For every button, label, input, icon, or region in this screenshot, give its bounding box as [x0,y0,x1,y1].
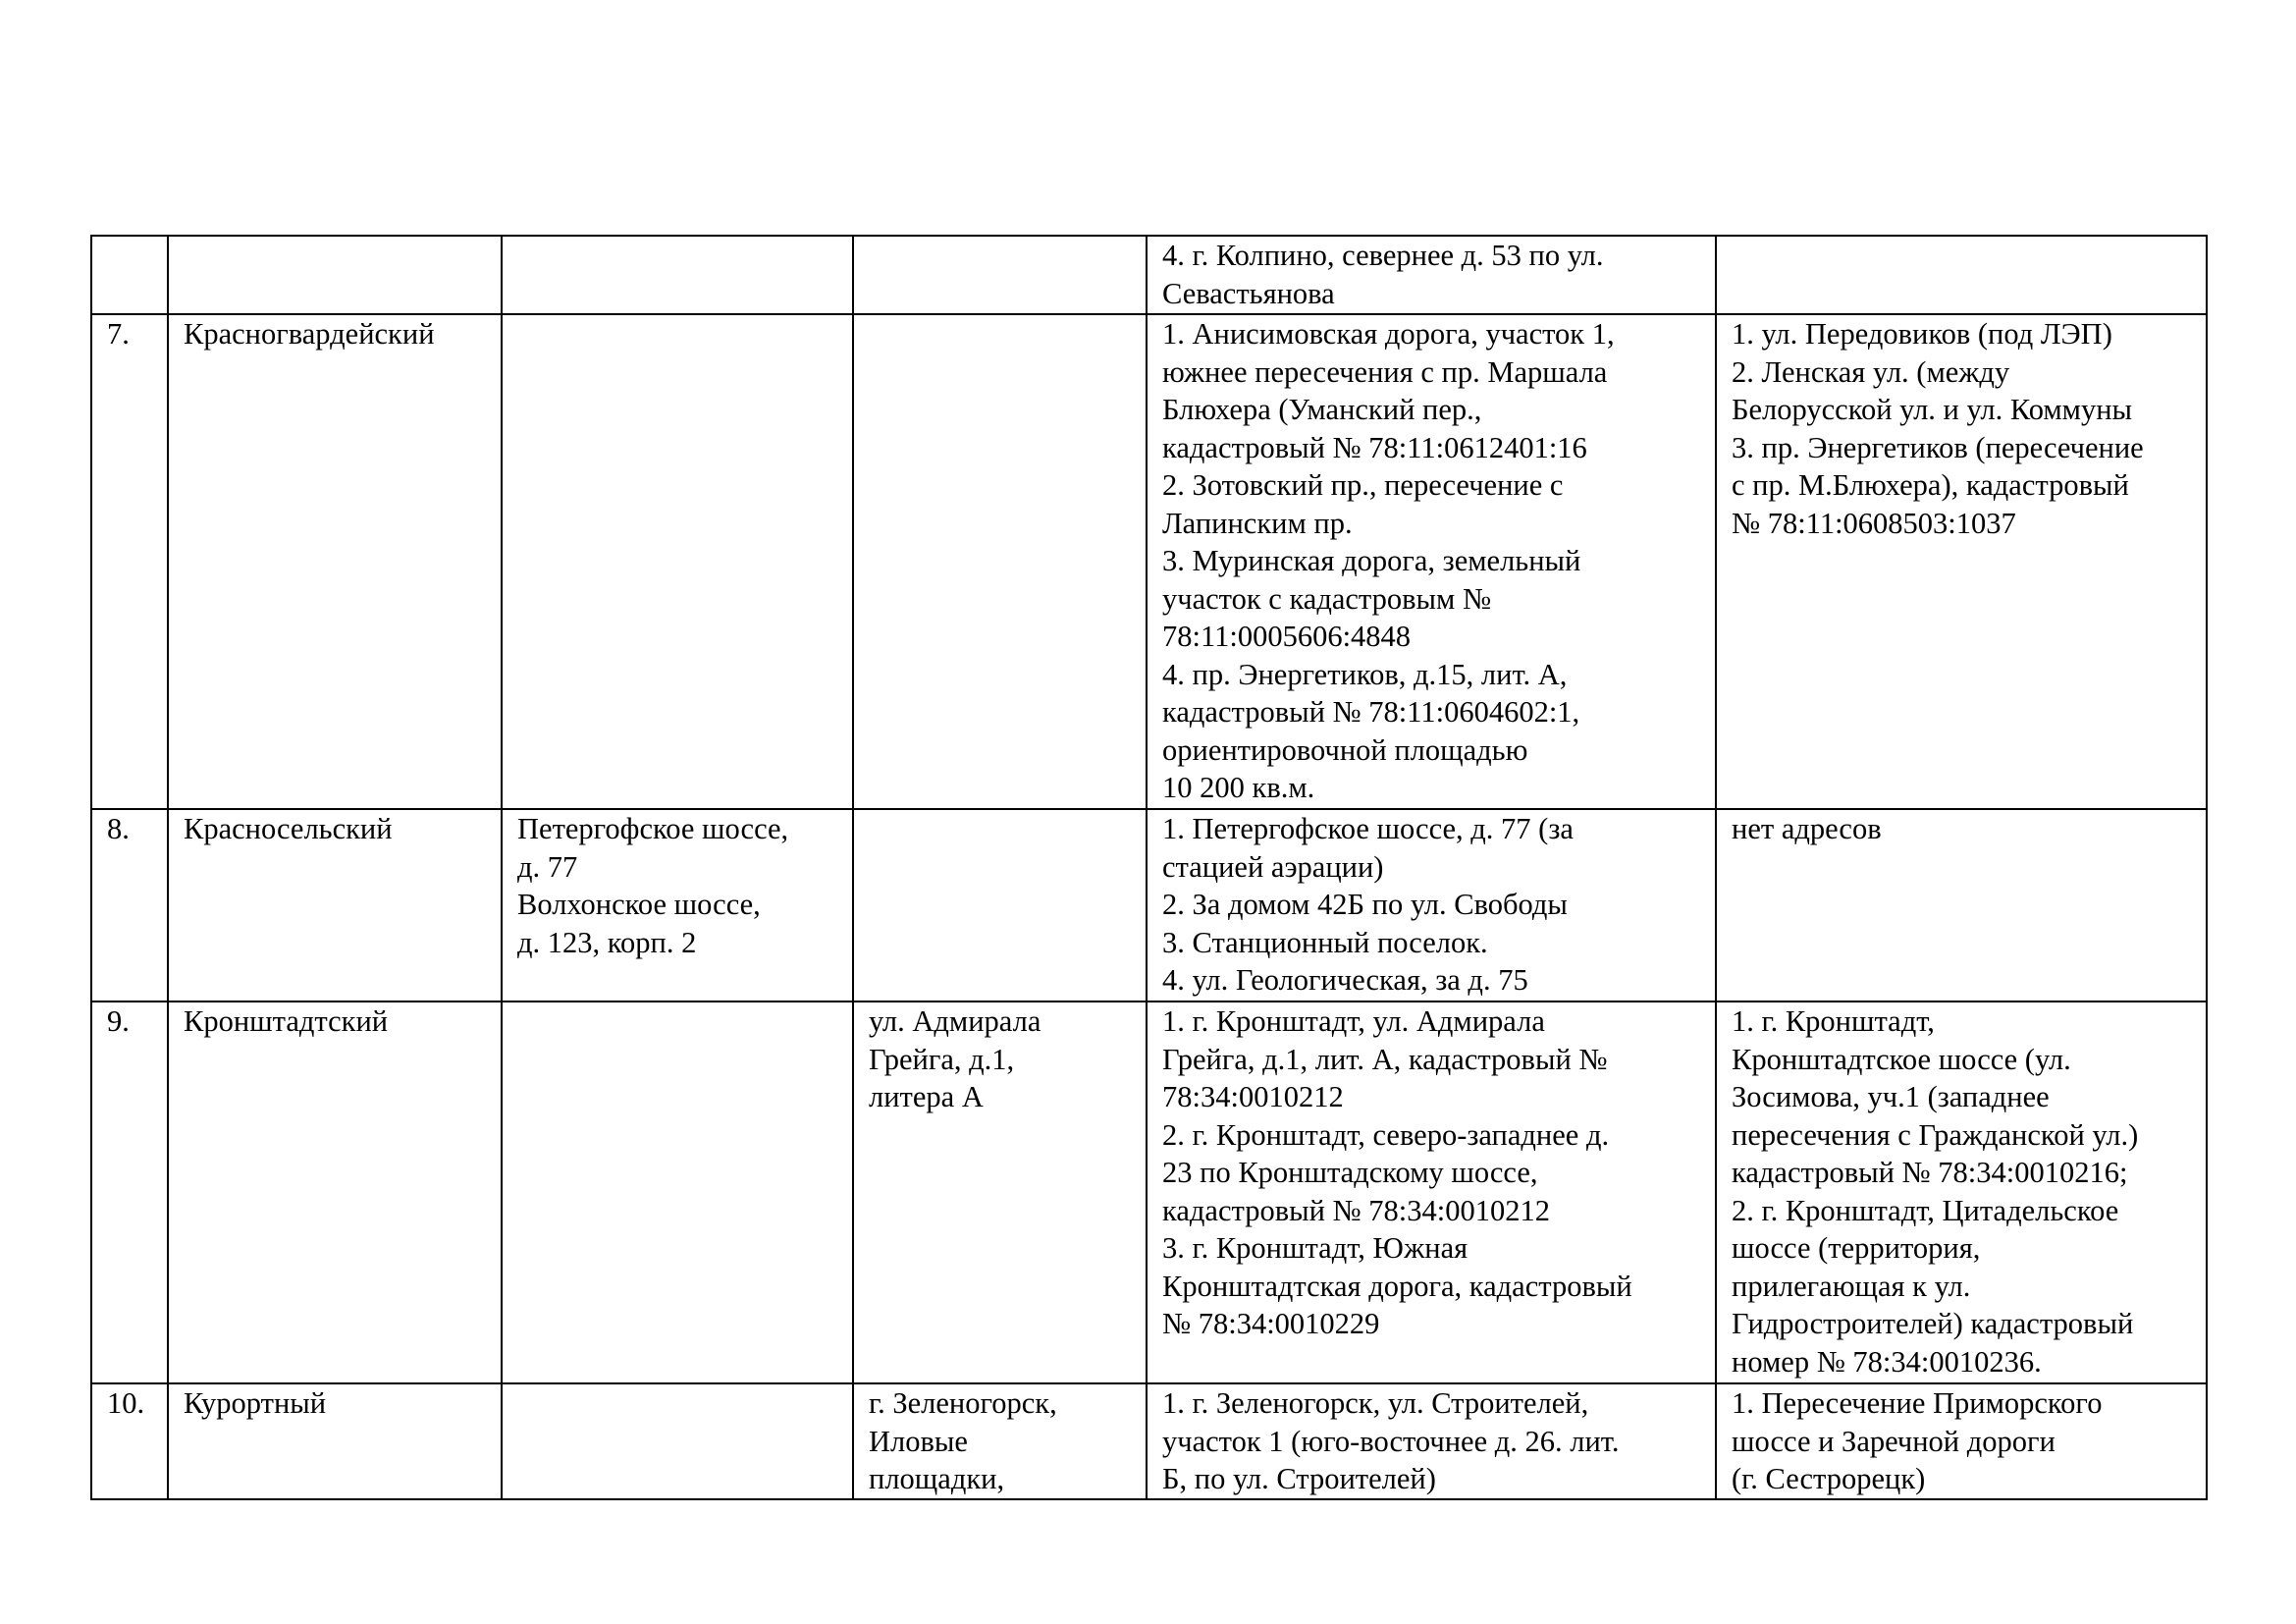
cell-text-line: (г. Сестрорецк) [1732,1462,1926,1495]
cell-text-line: Петергофское шоссе, [517,812,789,845]
cell-text-line: 1. Анисимовская дорога, участок 1, [1162,317,1615,351]
cell-text-line: 2. За домом 42Б по ул. Свободы [1162,888,1568,921]
column-4-cell [853,314,1147,809]
cell-text-line: ул. Адмирала [869,1004,1041,1038]
cell-text-line: ориентировочной площадью [1162,732,1528,767]
cell-text-line: 1. г. Зеленогорск, ул. Строителей, [1162,1386,1589,1420]
district-cell [168,1383,502,1499]
cell-text-line: Лапинским пр. [1162,506,1353,540]
cell-text-line: Кронштадтская дорога, кадастровый [1162,1269,1632,1303]
cell-text-line: Зосимова, уч.1 (западнее [1732,1080,2050,1113]
cell-text-line: 7. [107,317,130,351]
cell-text-line: № 78:11:0608503:1037 [1732,506,2016,540]
district-cell [168,1001,502,1383]
column-4-cell [853,1001,1147,1383]
cell-text-line: площадки, [869,1462,1005,1495]
cell-text-line: Севастьянова [1162,276,1335,310]
table-row [91,1001,2207,1383]
cell-text-line: прилегающая к ул. [1732,1269,1971,1303]
cell-text-line: 4. пр. Энергетиков, д.15, лит. А, [1162,657,1568,691]
alternative-addresses-cell [1716,236,2207,314]
address-table [90,235,2208,1500]
table-row [91,314,2207,809]
cell-text-line: Красногвардейский [184,317,435,351]
cell-text-line: Кронштадтский [184,1004,389,1038]
alternative-addresses-cell [1716,1383,2207,1499]
column-3-cell [502,314,853,809]
cell-text-line: номер № 78:34:0010236. [1732,1344,2042,1379]
sites-cell [1147,1001,1716,1383]
cell-text-line: кадастровый № 78:34:0010212 [1162,1193,1550,1227]
cell-text-line: Белорусской ул. и ул. Коммуны [1732,393,2133,426]
row-number-cell [91,1383,168,1499]
table-row [91,236,2207,314]
alternative-addresses-cell [1716,1001,2207,1383]
table-row [91,809,2207,1001]
cell-text-line: 2. г. Кронштадт, северо-западнее д. [1162,1117,1610,1152]
district-cell [168,236,502,314]
cell-text-line: Волхонское шоссе, [517,888,761,921]
cell-text-line: 3. г. Кронштадт, Южная [1162,1231,1468,1265]
cell-text-line: 2. Зотовский пр., пересечение с [1162,468,1564,502]
cell-text-line: 1. Пересечение Приморского [1732,1386,2103,1420]
cell-text-line: 8. [107,812,130,845]
cell-text-line: 3. пр. Энергетиков (пересечение [1732,430,2144,464]
cell-text-line: пересечения с Гражданской ул.) [1732,1117,2139,1152]
cell-text-line: 3. Муринская дорога, земельный [1162,544,1581,577]
cell-text-line: 1. ул. Передовиков (под ЛЭП) [1732,317,2112,351]
cell-text-line: кадастровый № 78:34:0010216; [1732,1156,2128,1189]
cell-text-line: 1. Петергофское шоссе, д. 77 (за [1162,812,1574,845]
table-row [91,1383,2207,1499]
cell-text-line: шоссе и Заречной дороги [1732,1424,2056,1458]
row-number-cell [91,236,168,314]
cell-text-line: кадастровый № 78:11:0604602:1, [1162,695,1580,729]
cell-text-line: г. Зеленогорск, [869,1386,1057,1420]
column-3-cell [502,1001,853,1383]
cell-text-line: Иловые [869,1424,968,1458]
cell-text-line: 2. г. Кронштадт, Цитадельское [1732,1193,2119,1227]
column-4-cell [853,1383,1147,1499]
cell-text-line: Грейга, д.1, [869,1042,1015,1076]
cell-text-line: литера А [869,1080,984,1113]
cell-text-line: 78:11:0005606:4848 [1162,620,1412,653]
cell-text-line: Гидростроителей) кадастровый [1732,1307,2134,1340]
cell-text-line: 78:34:0010212 [1162,1080,1344,1113]
sites-cell [1147,1383,1716,1499]
cell-text-line: Курортный [184,1386,327,1420]
district-cell [168,809,502,1001]
cell-text-line: Кронштадтское шоссе (ул. [1732,1042,2071,1076]
district-cell [168,314,502,809]
cell-text-line: Блюхера (Уманский пер., [1162,393,1482,426]
column-4-cell [853,809,1147,1001]
cell-text-line: 4. ул. Геологическая, за д. 75 [1162,963,1528,997]
sites-cell [1147,314,1716,809]
cell-text-line: 10. [107,1386,145,1420]
cell-text-line: участок 1 (юго-восточнее д. 26. лит. [1162,1424,1620,1458]
cell-text-line: 23 по Кронштадскому шоссе, [1162,1156,1538,1189]
cell-text-line: шоссе (территория, [1732,1231,1981,1265]
cell-text-line: 4. г. Колпино, севернее д. 53 по ул. [1162,239,1604,272]
cell-text-line: южнее пересечения с пр. Маршала [1162,354,1608,389]
cell-text-line: Грейга, д.1, лит. А, кадастровый № [1162,1042,1608,1076]
cell-text-line: 1. г. Кронштадт, ул. Адмирала [1162,1004,1545,1038]
row-number-cell [91,809,168,1001]
cell-text-line: 9. [107,1004,130,1038]
cell-text-line: с пр. М.Блюхера), кадастровый [1732,468,2129,502]
cell-text-line: 2. Ленская ул. (между [1732,354,2010,389]
cell-text-line: 3. Станционный поселок. [1162,925,1488,959]
column-4-cell [853,236,1147,314]
column-3-cell [502,236,853,314]
cell-text-line: нет адресов [1732,812,1882,845]
cell-text-line: № 78:34:0010229 [1162,1307,1380,1340]
cell-text-line: стацией аэрации) [1162,849,1384,884]
cell-text-line: 1. г. Кронштадт, [1732,1004,1935,1038]
column-3-cell [502,809,853,1001]
cell-text-line: д. 77 [517,849,578,884]
cell-text-line: Красносельский [184,812,393,845]
row-number-cell [91,1001,168,1383]
cell-text-line: кадастровый № 78:11:0612401:16 [1162,430,1587,464]
cell-text-line: д. 123, корп. 2 [517,925,697,959]
row-number-cell [91,314,168,809]
sites-cell [1147,809,1716,1001]
table-body [91,236,2207,1499]
cell-text-line: 10 200 кв.м. [1162,771,1315,804]
column-3-cell [502,1383,853,1499]
alternative-addresses-cell [1716,809,2207,1001]
alternative-addresses-cell [1716,314,2207,809]
sites-cell [1147,236,1716,314]
cell-text-line: участок с кадастровым № [1162,581,1492,616]
cell-text-line: Б, по ул. Строителей) [1162,1462,1436,1495]
